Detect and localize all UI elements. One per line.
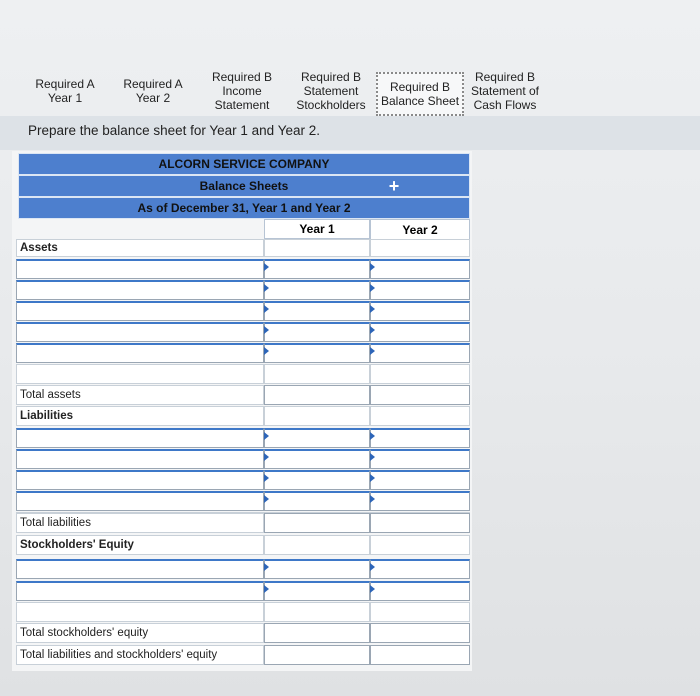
equity-year2-input[interactable]: [370, 581, 470, 601]
asset-year2-input[interactable]: [370, 343, 470, 363]
asset-row: [16, 301, 472, 321]
cell-marker-icon: [264, 563, 269, 571]
asset-account-select[interactable]: [16, 301, 264, 321]
instruction-text: Prepare the balance sheet for Year 1 and Year 2.: [28, 123, 320, 138]
equity-row: [16, 559, 472, 579]
cell-marker-icon: [370, 495, 375, 503]
cell-marker-icon: [370, 474, 375, 482]
equity-account-select[interactable]: [16, 559, 264, 579]
asset-blank-row: [16, 364, 472, 384]
asset-year2-input[interactable]: [370, 301, 470, 321]
cell-marker-icon: [264, 495, 269, 503]
blank-cell: [370, 602, 470, 622]
total-liabilities-equity-year2[interactable]: [370, 645, 470, 665]
asset-account-select[interactable]: [16, 322, 264, 342]
total-assets-year1[interactable]: [264, 385, 370, 405]
tab-required-a-year-1[interactable]: Required A Year 1: [35, 77, 95, 105]
tab-required-b-income-statement[interactable]: Required B Income Statement: [211, 70, 273, 112]
total-equity-label: Total stockholders' equity: [16, 623, 264, 643]
liability-row: [16, 491, 472, 511]
asset-year2-input[interactable]: [370, 280, 470, 300]
asset-row: [16, 280, 472, 300]
total-assets-label: Total assets: [16, 385, 264, 405]
cell-marker-icon: [264, 453, 269, 461]
assets-header-row: [16, 239, 472, 259]
tab-required-a-year-2[interactable]: Required A Year 2: [123, 77, 183, 105]
liability-account-select[interactable]: [16, 449, 264, 469]
cell-marker-icon: [370, 305, 375, 313]
tab-required-b-balance-sheet[interactable]: Required B Balance Sheet: [376, 72, 464, 116]
cell-marker-icon: [370, 326, 375, 334]
cell-marker-icon: [264, 347, 269, 355]
equity-blank-row: [16, 602, 472, 622]
liability-row: [16, 470, 472, 490]
liability-year1-input[interactable]: [264, 449, 370, 469]
total-liabilities-equity-year1[interactable]: [264, 645, 370, 665]
total-assets-row: [16, 385, 472, 405]
blank-cell: [370, 364, 470, 384]
cell-marker-icon: [370, 347, 375, 355]
blank-cell: [16, 364, 264, 384]
balance-sheet-grid: [12, 151, 472, 671]
liability-year2-input[interactable]: [370, 491, 470, 511]
equity-account-select[interactable]: [16, 581, 264, 601]
asset-year1-input[interactable]: [264, 301, 370, 321]
assets-label: Assets: [16, 239, 264, 257]
asset-year2-input[interactable]: [370, 322, 470, 342]
asset-year1-input[interactable]: [264, 343, 370, 363]
liability-row: [16, 428, 472, 448]
total-equity-row: [16, 623, 472, 643]
total-liabilities-label: Total liabilities: [16, 513, 264, 533]
cell-marker-icon: [264, 305, 269, 313]
liability-year1-input[interactable]: [264, 428, 370, 448]
blank-cell: [370, 535, 470, 555]
equity-year1-input[interactable]: [264, 581, 370, 601]
blank-cell: [264, 364, 370, 384]
liabilities-label: Liabilities: [16, 406, 264, 426]
asset-year1-input[interactable]: [264, 259, 370, 279]
liability-year1-input[interactable]: [264, 491, 370, 511]
equity-label: Stockholders' Equity: [16, 535, 264, 555]
equity-year1-input[interactable]: [264, 559, 370, 579]
total-liabilities-year1[interactable]: [264, 513, 370, 533]
liability-account-select[interactable]: [16, 470, 264, 490]
asset-account-select[interactable]: [16, 259, 264, 279]
statement-title: Balance Sheets: [18, 175, 470, 197]
cell-marker-icon: [370, 585, 375, 593]
blank-cell: [370, 406, 470, 426]
asset-row: [16, 322, 472, 342]
balance-sheet-form: [12, 151, 472, 671]
requirement-tabs: [22, 66, 562, 118]
total-liabilities-row: [16, 513, 472, 533]
assets-year2-blank: [370, 239, 470, 257]
total-equity-year2[interactable]: [370, 623, 470, 643]
cell-marker-icon: [264, 263, 269, 271]
statement-date: As of December 31, Year 1 and Year 2: [18, 197, 470, 219]
cell-marker-icon: [264, 432, 269, 440]
asset-account-select[interactable]: [16, 343, 264, 363]
total-assets-year2[interactable]: [370, 385, 470, 405]
tab-required-b-cash-flows[interactable]: Required B Statement of Cash Flows: [470, 70, 540, 112]
blank-cell: [264, 535, 370, 555]
equity-row: [16, 581, 472, 601]
assets-year1-blank: [264, 239, 370, 257]
total-liabilities-year2[interactable]: [370, 513, 470, 533]
tab-required-b-statement-stockholders[interactable]: Required B Statement Stockholders: [296, 70, 366, 112]
blank-cell: [264, 406, 370, 426]
asset-account-select[interactable]: [16, 280, 264, 300]
liability-year2-input[interactable]: [370, 449, 470, 469]
blank-cell: [264, 602, 370, 622]
liabilities-header-row: [16, 406, 472, 426]
asset-year2-input[interactable]: [370, 259, 470, 279]
cell-marker-icon: [370, 432, 375, 440]
equity-header-row: [16, 535, 472, 555]
cell-marker-icon: [370, 263, 375, 271]
liability-account-select[interactable]: [16, 491, 264, 511]
liability-year1-input[interactable]: [264, 470, 370, 490]
plus-icon[interactable]: +: [388, 176, 400, 196]
cell-marker-icon: [370, 563, 375, 571]
cell-marker-icon: [264, 326, 269, 334]
total-liabilities-equity-row: [16, 645, 472, 665]
cell-marker-icon: [370, 453, 375, 461]
asset-year1-input[interactable]: [264, 280, 370, 300]
column-header-year-2: Year 2: [370, 219, 470, 241]
total-equity-year1[interactable]: [264, 623, 370, 643]
asset-row: [16, 343, 472, 363]
liability-account-select[interactable]: [16, 428, 264, 448]
liability-row: [16, 449, 472, 469]
liability-year2-input[interactable]: [370, 428, 470, 448]
cell-marker-icon: [370, 284, 375, 292]
asset-year1-input[interactable]: [264, 322, 370, 342]
equity-year2-input[interactable]: [370, 559, 470, 579]
company-name: ALCORN SERVICE COMPANY: [18, 153, 470, 175]
cell-marker-icon: [264, 284, 269, 292]
column-header-year-1: Year 1: [264, 219, 370, 239]
blank-cell: [16, 602, 264, 622]
total-liabilities-equity-label: Total liabilities and stockholders' equity: [16, 645, 264, 665]
liability-year2-input[interactable]: [370, 470, 470, 490]
cell-marker-icon: [264, 585, 269, 593]
asset-row: [16, 259, 472, 279]
cell-marker-icon: [264, 474, 269, 482]
